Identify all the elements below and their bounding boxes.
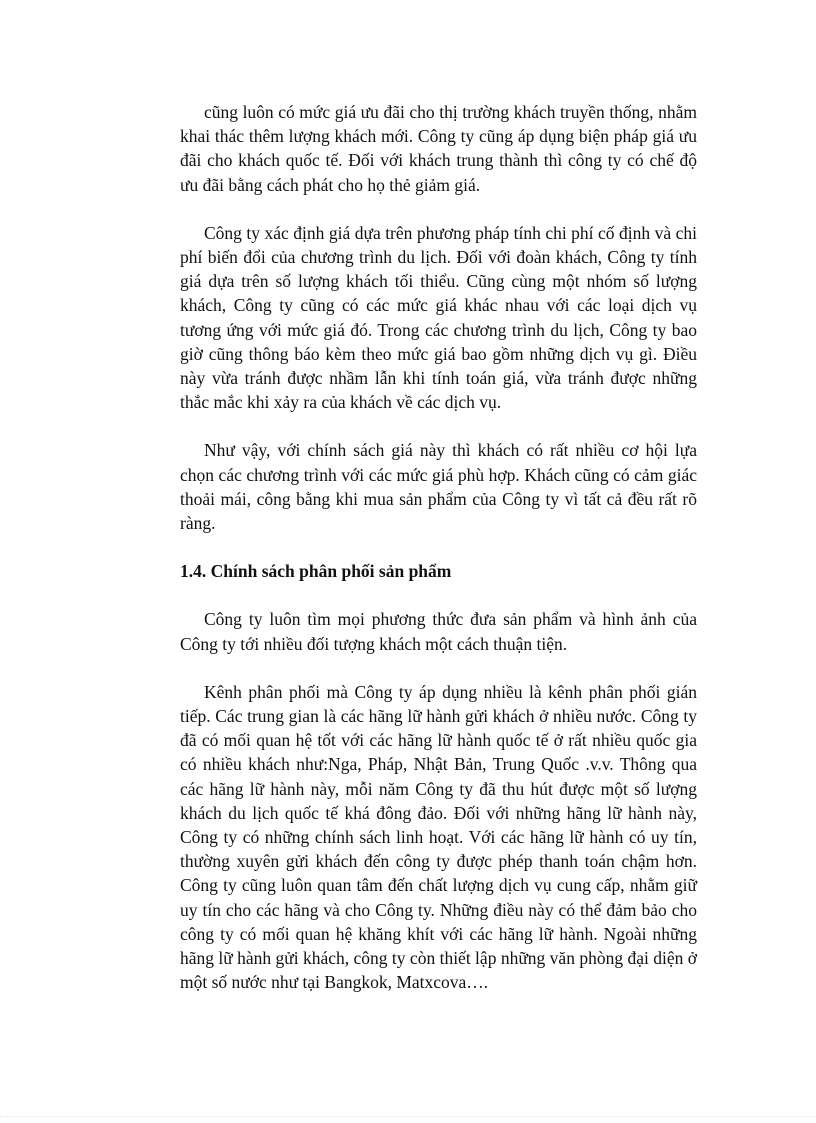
document-body xyxy=(180,100,697,1019)
paragraph-pricing-method: Công ty xác định giá dựa trên phương pháp tính chi phí cố định và chi phí biến đổi của chương trình du lịch. Đối với đoàn khách, Công ty tính giá dựa trên số lượng khách tối thiểu. Cũng cùng một nhóm số lượng khách, Công ty cũng có các mức giá khác nhau với các loại dịch vụ tương ứng với mức giá đó. Trong các chương trình du lịch, Công ty bao giờ cũng thông báo kèm theo mức giá bao gồm những dịch vụ gì. Điều này vừa tránh được nhầm lẫn khi tính toán giá, vừa tránh được những thắc mắc khi xảy ra của khách về các dịch vụ. xyxy=(180,222,697,413)
page-bottom-divider xyxy=(0,1116,816,1117)
paragraph-distribution-intro: Công ty luôn tìm mọi phương thức đưa sản phẩm và hình ảnh của Công ty tới nhiều đối tượng khách một cách thuận tiện. xyxy=(180,609,697,654)
paragraph-distribution-channels: Kênh phân phối mà Công ty áp dụng nhiều là kênh phân phối gián tiếp. Các trung gian là các hãng lữ hành gửi khách ở nhiều nước. Công ty đã có mối quan hệ tốt với các hãng lữ hành quốc tế ở rất nhiều quốc gia có nhiều khách như:Nga, Pháp, Nhật Bản, Trung Quốc .v.v. Thông qua các hãng lữ hành này, mỗi năm Công ty đã thu hút được một số lượng khách du lịch quốc tế khá đông đảo. Đối với những hãng lữ hành này, Công ty có những chính sách linh hoạt. Với các hãng lữ hành có uy tín, thường xuyên gửi khách đến công ty được phép thanh toán chậm hơn. Công ty cũng luôn quan tâm đến chất lượng dịch vụ cung cấp, nhằm giữ uy tín cho các hãng và cho Công ty. Những điều này có thể đảm bảo cho công ty có mối quan hệ khăng khít với các hãng lữ hành. Ngoài những hãng lữ hành gửi khách, công ty còn thiết lập những văn phòng đại diện ở một số nước như tại Bangkok, Matxcova…. xyxy=(180,681,697,993)
section-heading: 1.4. Chính sách phân phối sản phẩm xyxy=(180,561,452,582)
paragraph-price-incentives: cũng luôn có mức giá ưu đãi cho thị trường khách truyền thống, nhằm khai thác thêm lượng khách mới. Công ty cũng áp dụng biện pháp giá ưu đãi cho khách quốc tế. Đối với khách trung thành thì công ty có chế độ ưu đãi bằng cách phát cho họ thẻ giảm giá. xyxy=(180,102,697,195)
paragraph-pricing-summary: Như vậy, với chính sách giá này thì khách có rất nhiều cơ hội lựa chọn các chương trình với các mức giá phù hợp. Khách cũng có cảm giác thoải mái, công bằng khi mua sản phẩm của Công ty vì tất cả đều rất rõ ràng. xyxy=(180,440,697,534)
